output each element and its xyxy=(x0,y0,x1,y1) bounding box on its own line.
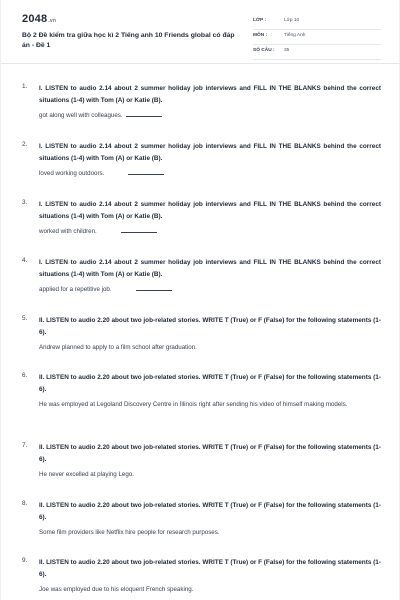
answer-blank[interactable] xyxy=(128,169,164,175)
question-number: 8. xyxy=(22,500,28,507)
exam-title: Bộ 2 Đề kiểm tra giữa học kì 2 Tiếng anh 10 Friends global có đáp án - Đề 1 xyxy=(22,32,235,49)
logo-main: 2048 xyxy=(22,13,48,25)
question-item xyxy=(1,77,400,135)
meta-row-count xyxy=(253,45,381,60)
question-item xyxy=(1,551,400,599)
question-statement-row xyxy=(39,168,381,181)
question-statement: got along well with colleagues. xyxy=(39,112,123,119)
meta-row-class xyxy=(253,15,381,30)
question-statement: applied for a repetitive job. xyxy=(39,286,112,293)
question-prompt: II. LISTEN to audio 2.20 about two job-related stories. WRITE T (True) or F (False) for the following statements (1-6). xyxy=(39,374,381,393)
question-prompt: II. LISTEN to audio 2.20 about two job-related stories. WRITE T (True) or F (False) for the following statements (1-6). xyxy=(39,444,381,463)
question-statement: He never excelled at playing Lego. xyxy=(39,471,134,478)
question-number: 5. xyxy=(22,315,28,322)
exam-meta xyxy=(253,15,381,60)
question-statement: Some film providers like Netflix hire people for research purposes. xyxy=(39,529,220,536)
question-number: 4. xyxy=(22,257,28,264)
answer-blank[interactable] xyxy=(136,285,172,291)
answer-blank[interactable] xyxy=(121,227,157,233)
answer-blank[interactable] xyxy=(126,111,162,117)
question-statement-row xyxy=(39,284,381,297)
question-item xyxy=(1,494,400,551)
question-item xyxy=(1,309,400,366)
question-prompt: II. LISTEN to audio 2.20 about two job-related stories. WRITE T (True) or F (False) for the following statements (1-6). xyxy=(39,559,381,578)
question-prompt: I. LISTEN to audio 2.14 about 2 summer holiday job interviews and FILL IN THE BLANKS behind the correct situations (1-4) with Tom (A) or Katie (B). xyxy=(39,259,381,278)
question-number: 2. xyxy=(22,141,28,148)
question-prompt: I. LISTEN to audio 2.14 about 2 summer holiday job interviews and FILL IN THE BLANKS behind the correct situations (1-4) with Tom (A) or Katie (B). xyxy=(39,85,381,104)
meta-value: Tiếng Anh xyxy=(284,33,306,38)
meta-label: LỚP : xyxy=(253,18,267,23)
question-prompt: I. LISTEN to audio 2.14 about 2 summer holiday job interviews and FILL IN THE BLANKS behind the correct situations (1-4) with Tom (A) or Katie (B). xyxy=(39,143,381,162)
question-number: 1. xyxy=(22,83,28,90)
question-statement: He was employed at Legoland Discovery Centre in Illinois right after sending his video of himself making models. xyxy=(39,401,348,408)
question-number: 6. xyxy=(22,372,28,379)
meta-value: 35 xyxy=(284,48,290,53)
question-item xyxy=(1,193,400,251)
meta-label: MÔN : xyxy=(253,33,268,38)
question-statement-row xyxy=(39,110,381,123)
logo-suffix: .vn xyxy=(48,18,57,24)
meta-label: SỐ CÂU : xyxy=(253,48,275,53)
question-statement-row xyxy=(39,226,381,239)
question-prompt: II. LISTEN to audio 2.20 about two job-related stories. WRITE T (True) or F (False) for the following statements (1-6). xyxy=(39,502,381,521)
question-item xyxy=(1,436,400,494)
question-prompt: I. LISTEN to audio 2.14 about 2 summer holiday job interviews and FILL IN THE BLANKS behind the correct situations (1-4) with Tom (A) or Katie (B). xyxy=(39,201,381,220)
site-logo[interactable] xyxy=(22,13,56,25)
question-number: 7. xyxy=(22,442,28,449)
meta-value: Lớp 10 xyxy=(284,18,300,23)
question-statement: Andrew planned to apply to a film school after graduation. xyxy=(39,344,197,351)
meta-row-subject xyxy=(253,30,381,45)
question-number: 9. xyxy=(22,557,28,564)
question-item xyxy=(1,135,400,193)
question-item xyxy=(1,251,400,309)
question-statement: loved working outdoors. xyxy=(39,170,105,177)
question-list xyxy=(1,77,400,599)
question-prompt: II. LISTEN to audio 2.20 about two job-related stories. WRITE T (True) or F (False) for the following statements (1-6). xyxy=(39,317,381,336)
question-item xyxy=(1,366,400,436)
question-statement: Joe was employed due to his eloquent French speaking. xyxy=(39,586,194,593)
question-statement: worked with children. xyxy=(39,228,97,235)
exam-header xyxy=(1,0,400,64)
question-number: 3. xyxy=(22,199,28,206)
